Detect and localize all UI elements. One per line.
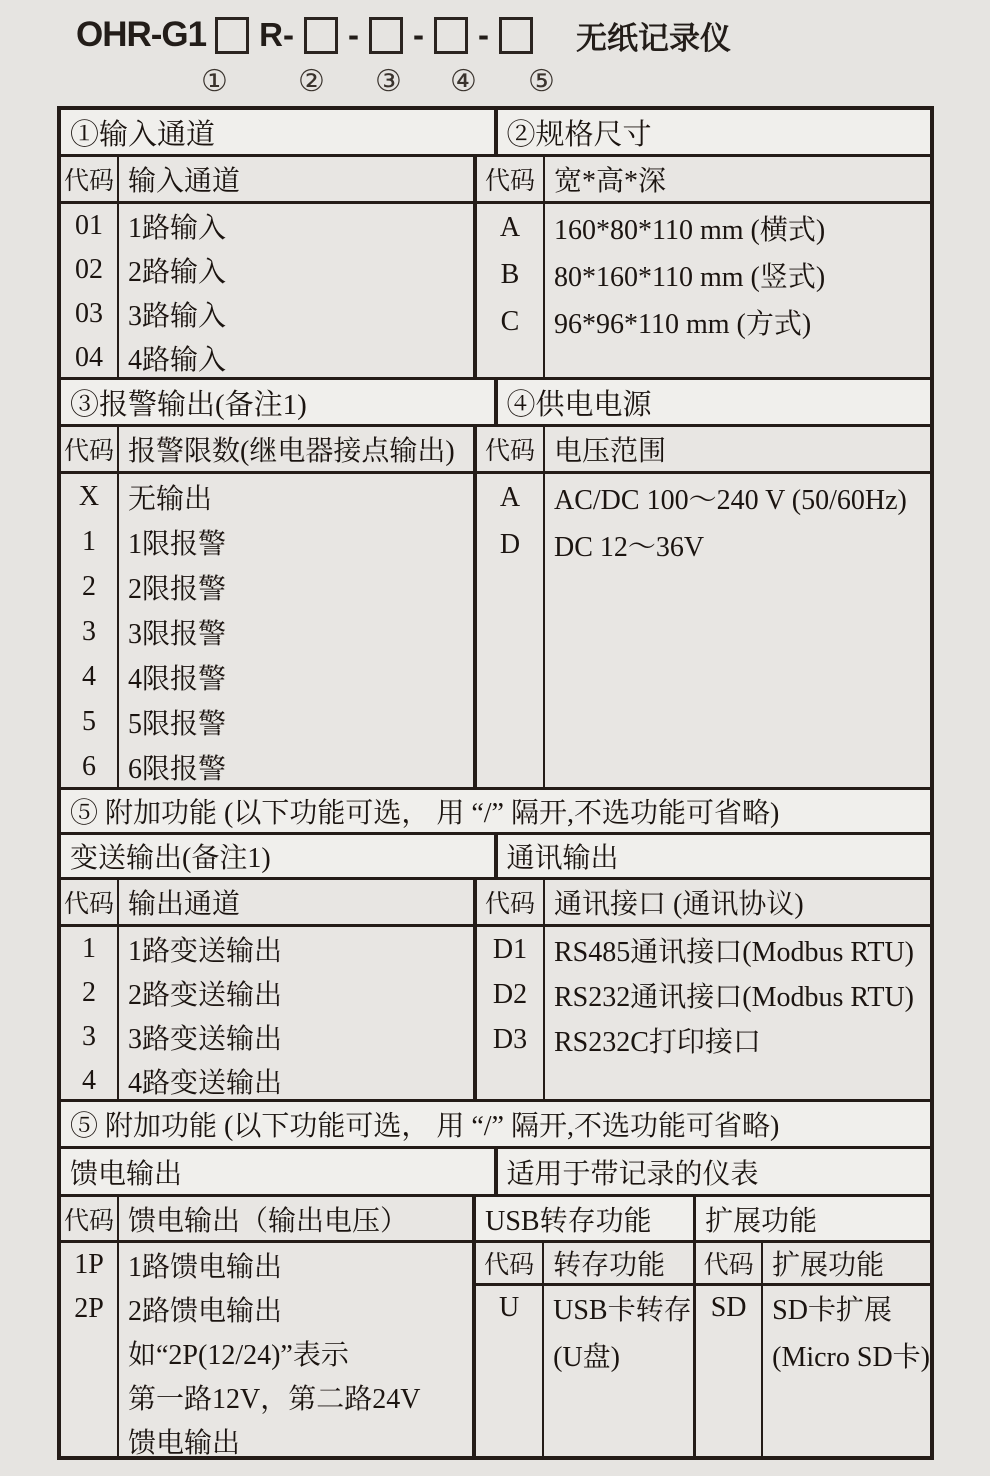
usb-column-header-row [476,1240,693,1283]
comm-code: D1 [492,933,528,965]
ext-code: SD [710,1292,747,1323]
power-desc: AC/DC 100～240 V (50/60Hz) [554,484,907,516]
feed-desc-header: 馈电输出（输出电压） [128,1205,409,1237]
alarm-desc: 4限报警 [128,663,227,695]
section-header-row-1 [61,110,930,154]
usb-desc: USB卡转存 [553,1295,692,1326]
feed-code: 1P [74,1249,104,1280]
transmit-desc: 1路变送输出 [128,936,283,967]
power-code: A [499,481,521,513]
feed-column-header-row [61,1197,472,1240]
model-blank-box-4 [434,17,468,54]
model-dash-3: - [477,16,489,53]
transmit-code-header: 代码 [61,880,119,924]
alarm-code: X [78,480,100,512]
model-dash-1: - [347,16,359,53]
column-header-row-3 [61,877,930,924]
alarm-section-title: ③报警输出(备注1) [70,388,307,421]
alarm-desc: 5限报警 [128,708,227,740]
feed-desc-note: 馈电输出 [128,1428,241,1456]
size-code: B [500,258,520,290]
power-code: D [499,528,521,560]
transmit-section-title: 变送输出(备注1) [70,843,271,874]
alarm-code: 6 [82,750,96,782]
power-code-header: 代码 [477,427,545,471]
data-row-band-3 [61,924,930,1099]
feed-desc: 1路馈电输出 [128,1252,283,1283]
alarm-code: 1 [82,525,96,557]
input-code: 02 [75,254,103,285]
section-header-row-2 [61,377,930,424]
addon-banner-row-2 [61,1099,930,1146]
usb-section-title: USB转存功能 [476,1197,693,1240]
transmit-desc: 2路变送输出 [128,980,283,1011]
alarm-desc: 无输出 [128,483,213,515]
model-segment-r: R- [259,16,294,53]
position-markers [0,64,990,100]
model-blank-box-3 [369,17,403,54]
size-desc: 80*160*110 mm (竖式) [554,261,826,293]
input-code-header: 代码 [61,157,119,201]
power-section-title: ④供电电源 [494,380,931,424]
ext-desc-header: 扩展功能 [772,1250,885,1281]
input-desc: 2路输入 [128,257,227,288]
transmit-code: 3 [82,1021,96,1052]
comm-code: D2 [492,978,528,1010]
model-selection-table [57,106,934,1460]
alarm-desc-header: 报警限数(继电器接点输出) [128,436,455,467]
input-desc: 4路输入 [128,345,227,376]
feed-section-title: 馈电输出 [70,1158,183,1190]
input-desc: 3路输入 [128,301,227,332]
marker-1: ① [201,64,228,99]
subsection-header-row-2 [61,1146,930,1194]
column-header-row-1 [61,154,930,201]
transmit-desc: 4路变送输出 [128,1068,283,1099]
alarm-code: 4 [82,660,96,692]
size-desc: 96*96*110 mm (方式) [554,308,812,340]
comm-desc: RS485通讯接口(Modbus RTU) [554,936,915,968]
feed-subtable [61,1197,472,1456]
comm-desc: RS232通讯接口(Modbus RTU) [554,981,915,1013]
ext-section-title: 扩展功能 [696,1197,930,1240]
size-section-title: ②规格尺寸 [494,110,931,154]
marker-2: ② [298,64,325,99]
feed-desc-note: 第一路12V，第二路24V [128,1384,421,1415]
comm-code-header: 代码 [477,880,545,924]
usb-desc: (U盘) [553,1342,620,1373]
ext-desc: (Micro SD卡) [772,1342,930,1373]
addon-banner-text: ⑤ 附加功能 (以下功能可选， 用 “/” 隔开,不选功能可省略) [70,1111,780,1142]
feed-code-header: 代码 [61,1197,119,1240]
input-code: 01 [75,210,103,241]
model-code-line [76,12,731,58]
size-desc: 160*80*110 mm (横式) [554,214,826,246]
marker-3: ③ [375,64,402,99]
alarm-desc: 6限报警 [128,753,227,785]
usb-desc-header: 转存功能 [553,1250,666,1281]
input-code: 04 [75,342,103,373]
alarm-code: 3 [82,615,96,647]
alarm-code: 2 [82,570,96,602]
transmit-desc: 3路变送输出 [128,1024,283,1055]
marker-5: ⑤ [528,64,555,99]
ext-code-header: 代码 [696,1243,763,1283]
data-row-band-2 [61,471,930,787]
power-desc-header: 电压范围 [554,436,667,467]
model-blank-box-2 [304,17,338,54]
comm-desc-header: 通讯接口 (通讯协议) [554,889,804,920]
input-section-title: ①输入通道 [70,118,216,151]
usb-subtable [476,1197,693,1456]
size-code: C [500,305,520,337]
usb-code: U [499,1292,520,1323]
size-desc-header: 宽*高*深 [554,166,667,197]
marker-4: ④ [450,64,477,99]
transmit-code: 4 [82,1065,96,1096]
transmit-code: 1 [82,933,96,964]
usb-code-header: 代码 [476,1243,544,1283]
transmit-code: 2 [82,977,96,1008]
ext-subtable [693,1197,930,1456]
ext-desc: SD卡扩展 [772,1295,892,1326]
input-desc: 1路输入 [128,213,227,244]
feed-desc-note: 如“2P(12/24)”表示 [128,1340,349,1371]
addon-banner-row-1 [61,787,930,832]
comm-section-title: 通讯输出 [494,835,931,877]
model-blank-box-5 [499,17,533,54]
comm-code: D3 [492,1023,528,1055]
alarm-code: 5 [82,705,96,737]
feed-code: 2P [74,1293,104,1324]
model-dash-2: - [412,16,424,53]
power-desc: DC 12～36V [554,531,705,563]
model-prefix: OHR-G1 [76,15,207,54]
subsection-header-row-1 [61,832,930,877]
model-blank-box-1 [215,17,249,54]
size-code: A [499,211,521,243]
alarm-desc: 2限报警 [128,573,227,605]
alarm-desc: 1限报警 [128,528,227,560]
product-name: 无纸记录仪 [575,20,731,56]
transmit-desc-header: 输出通道 [128,889,241,920]
size-code-header: 代码 [477,157,545,201]
input-desc-header: 输入通道 [128,166,241,197]
alarm-code-header: 代码 [61,427,119,471]
data-row-band-1 [61,201,930,377]
record-note: 适用于带记录的仪表 [494,1149,931,1194]
bottom-band [61,1194,930,1456]
ext-column-header-row [696,1240,930,1283]
input-code: 03 [75,298,103,329]
addon-banner-text: ⑤ 附加功能 (以下功能可选， 用 “/” 隔开,不选功能可省略) [70,798,780,829]
comm-desc: RS232C打印接口 [554,1026,761,1058]
feed-desc: 2路馈电输出 [128,1296,283,1327]
column-header-row-2 [61,424,930,471]
alarm-desc: 3限报警 [128,618,227,650]
